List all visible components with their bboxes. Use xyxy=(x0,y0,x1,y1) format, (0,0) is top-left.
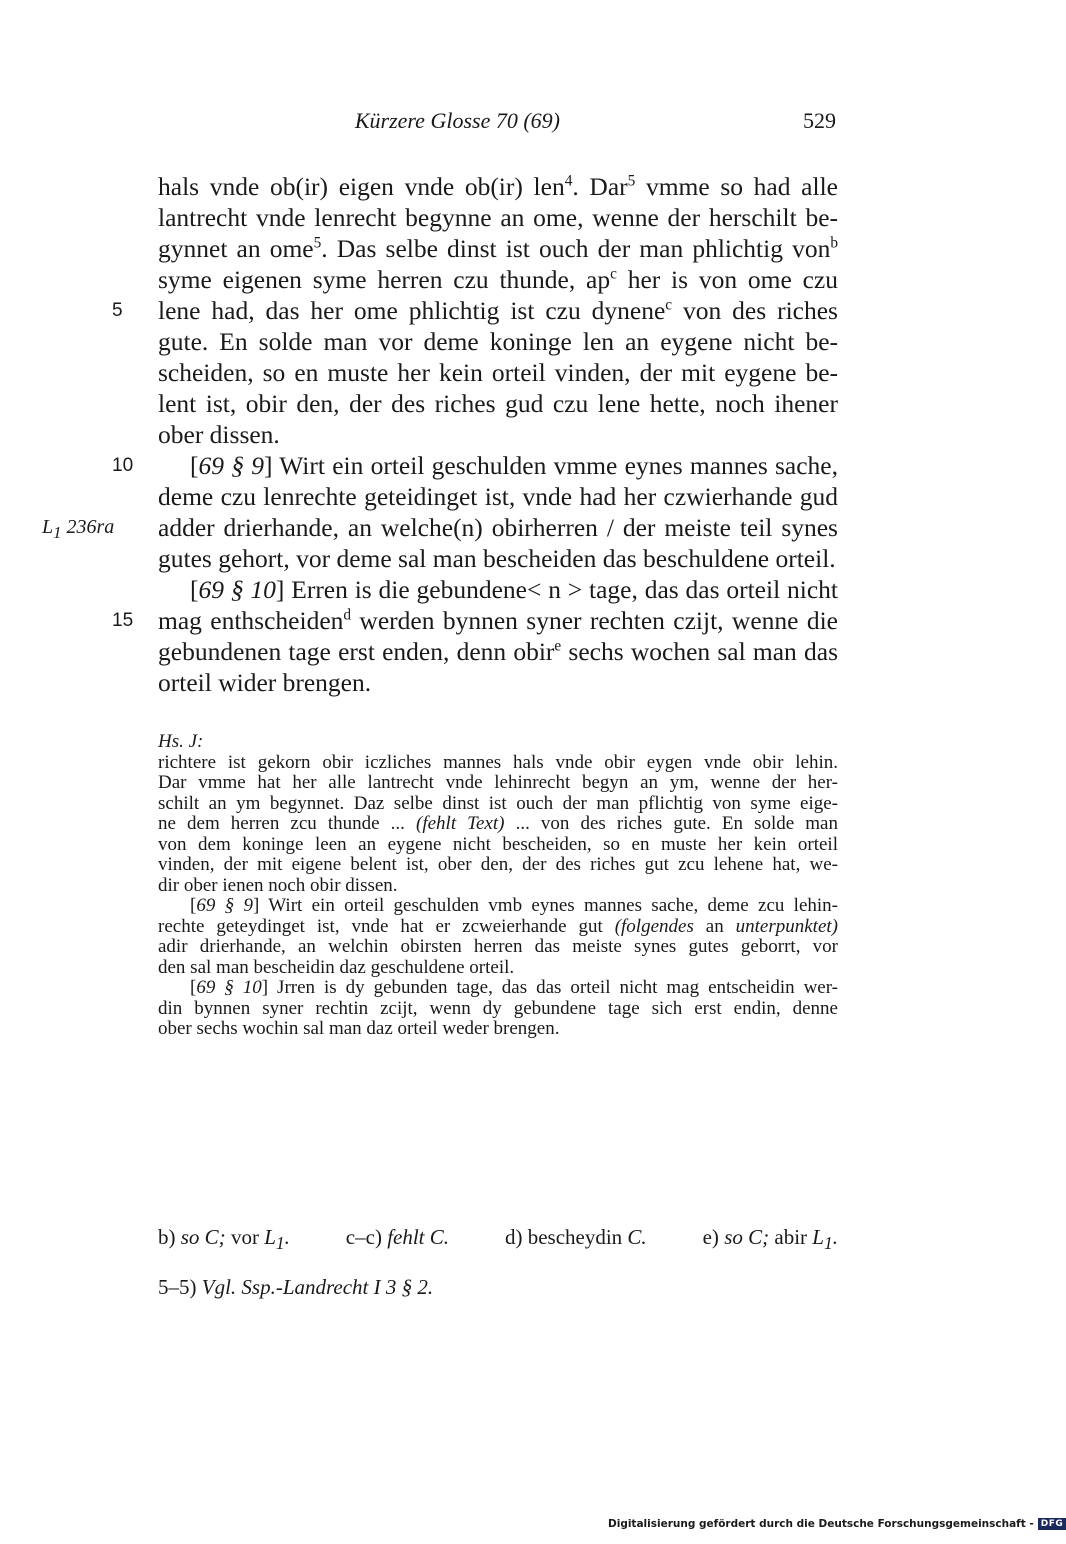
appendix-line: rechte geteydinget ist, vnde hat er zcweierhande gut (folgendes an unterpunktet) xyxy=(158,915,838,937)
text-line: syme eigenen syme herren czu thunde, $ap^c$ her is von ome czu xyxy=(158,265,838,294)
appendix-line: schilt an ym begynnet. Daz selbe dinst ist ouch der man pflichtig von syme eige- xyxy=(158,792,838,814)
text-line: 5 lene had, das her ome phlichtig ist czu dynene$^c$ von des riches xyxy=(112,296,838,325)
appendix-line: [69 § 9] Wirt ein orteil geschulden vmb eynes mannes sache, deme zcu lehin- xyxy=(190,895,838,916)
dfg-logo: DFG xyxy=(1038,1518,1066,1530)
appendix-line: dir ober ienen noch obir dissen. xyxy=(158,874,398,896)
funding-text: Digitalisierung gefördert durch die Deutsche Forschungsgemeinschaft - xyxy=(608,1518,1034,1530)
section-ref: 69 § 10 xyxy=(198,575,276,604)
footnote-c: c–c) fehlt C. xyxy=(345,1225,450,1249)
appendix-line: den sal man bescheidin daz geschuldene orteil. xyxy=(158,956,515,978)
footnotes xyxy=(158,1222,838,1302)
appendix-line: vinden, der mit eigene belent ist, ober den, der des riches gut zcu lehene hat, we- xyxy=(158,854,838,875)
line-number: 10 xyxy=(112,455,134,476)
section-ref: 69 § 9 xyxy=(196,895,253,916)
text-line: ober dissen. xyxy=(158,420,280,449)
footnote-e: e) so C; abir $L_1$. xyxy=(702,1225,838,1254)
text-line: deme czu lenrechte geteidinget ist, vnde had her czwierhande gud xyxy=(158,482,838,511)
text-line: gynnet an ome$^5$. Das selbe dinst ist ouch der man phlichtig von$^b$ xyxy=(158,234,838,263)
appendix-line: ne dem herren zcu thunde ... (fehlt Text) ... von des riches gute. En solde man xyxy=(158,813,838,834)
text-line: lantrecht vnde lenrecht begynne an ome, wenne der herschilt be- xyxy=(158,203,838,232)
text-line: $L_1$ 236ra adder drierhande, an welche(n) obirherren / der meiste teil synes xyxy=(158,512,838,543)
page-number: 529 xyxy=(803,108,836,133)
text-line: [69 § 10] Erren is die gebundene< n > tage, das das orteil nicht xyxy=(190,575,838,604)
text-line: orteil wider brengen. xyxy=(158,668,372,697)
text-line: 15 mag enthscheiden$^d$ werden bynnen syner rechten czijt, wenne die xyxy=(112,606,838,635)
text-line: lent ist, obir den, der des riches gud czu lene hette, noch ihener xyxy=(158,389,838,418)
line-number: 5 xyxy=(112,300,123,321)
funding-footer xyxy=(608,1518,1066,1530)
appendix-line: [69 § 10] Jrren is dy gebunden tage, das das orteil nicht mag entscheidin wer- xyxy=(190,977,839,998)
main-text xyxy=(42,171,838,698)
manuscript-margin-ref: $L_1$ 236ra xyxy=(42,516,115,542)
section-ref: 69 § 9 xyxy=(198,451,264,480)
appendix-line: von dem koninge leen an eygene nicht bescheiden, so en muste her kein orteil xyxy=(158,833,838,855)
appendix-line: ober sechs wochin sal man daz orteil weder brengen. xyxy=(158,1018,560,1039)
text-line: gebundenen tage erst enden, denn obir$^e$ sechs wochen sal man das xyxy=(158,637,838,666)
footnote-d: d) bescheydin C. xyxy=(504,1225,647,1249)
appendix-line: richtere ist gekorn obir iczliches mannes hals vnde obir eygen vnde obir lehin. xyxy=(158,751,838,773)
appendix-line: din bynnen syner rechtin zcijt, wenn dy gebundene tage sich erst endin, denne xyxy=(158,997,838,1019)
appendix-line: Dar vmme hat her alle lantrecht vnde lehinrecht begyn an ym, wenne der her- xyxy=(158,772,838,793)
footnote-b: b) so C; vor $L_1$. xyxy=(158,1225,290,1254)
section-ref: 69 § 10 xyxy=(196,977,262,998)
footnote-5: 5–5) Vgl. Ssp.-Landrecht I 3 § 2. xyxy=(158,1275,434,1299)
text-line: gutes gehort, vor deme sal man bescheiden das beschuldene orteil. xyxy=(158,544,836,573)
appendix-heading: Hs. J: xyxy=(158,731,204,752)
text-line: gute. En solde man vor deme koninge len an eygene nicht be- xyxy=(158,327,838,356)
appendix-line: adir drierhande, an welchin obirsten herren das meiste synes gutes geborrt, vor xyxy=(158,936,838,957)
text-line: 10 [69 § 9] Wirt ein orteil geschulden vmme eynes mannes sache, xyxy=(112,451,838,480)
text-line: scheiden, so en muste her kein orteil vinden, der mit eygene be- xyxy=(158,358,838,387)
variant-appendix xyxy=(158,732,838,1040)
header-title: Kürzere Glosse 70 (69) xyxy=(354,108,560,133)
text-line: hals vnde ob(ir) eigen vnde ob(ir) len$^4$. Dar$^5$ vmme so had alle xyxy=(158,172,838,201)
line-number: 15 xyxy=(112,610,134,631)
